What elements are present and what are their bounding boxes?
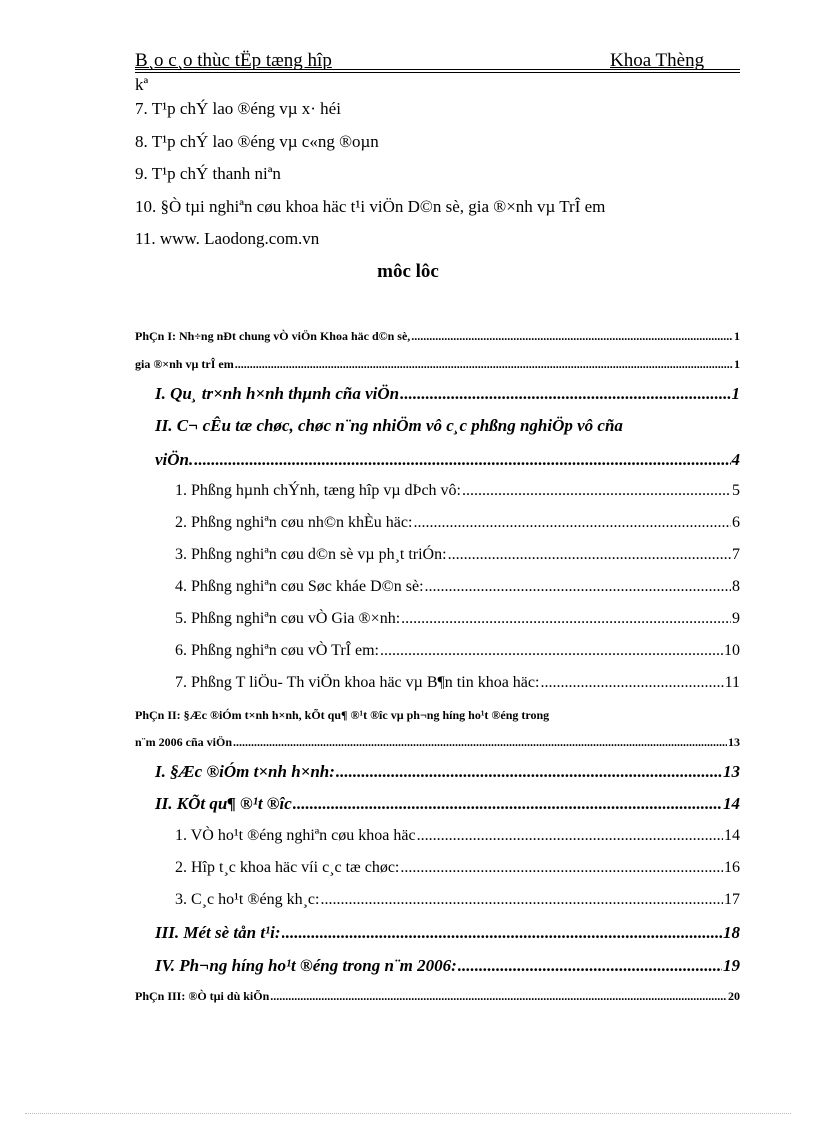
toc-entry-text: viÖn. xyxy=(155,450,194,469)
toc-leader xyxy=(235,357,733,372)
toc-leader xyxy=(282,923,722,943)
toc-leader xyxy=(425,578,731,596)
toc-entry-text: 3. Phßng nghiªn cøu d©n sè vµ ph¸t triÓn: xyxy=(175,546,447,563)
toc-leader xyxy=(458,956,722,976)
toc-entry-text: 6. Phßng nghiªn cøu vÒ TrÎ em: xyxy=(175,642,379,659)
toc-title: môc lôc xyxy=(377,261,439,282)
toc-entry-page: 6 xyxy=(732,514,740,531)
toc-entry-page: 1 xyxy=(731,384,740,403)
toc-leader xyxy=(320,891,723,909)
toc-leader xyxy=(448,546,731,564)
toc-leader xyxy=(270,989,727,1004)
toc-entry-text: IV. Ph¬ng híng ho¹t ®éng trong n¨m 2006: xyxy=(155,956,457,975)
toc-entry-section xyxy=(155,923,740,943)
toc-entry-page: 20 xyxy=(728,989,740,1003)
toc-entry-page: 14 xyxy=(723,794,740,813)
toc-entry-part-2b xyxy=(135,735,740,750)
toc-entry-subsection xyxy=(175,514,740,532)
toc-entry-page: 18 xyxy=(723,923,740,942)
toc-entry-text: I. §Æc ®iÓm t×nh h×nh: xyxy=(155,762,335,781)
header-rule-double xyxy=(135,72,740,73)
header-rule xyxy=(135,69,740,70)
toc-leader xyxy=(336,762,722,782)
toc-entry-page: 13 xyxy=(723,762,740,781)
toc-entry-page: 14 xyxy=(724,827,740,844)
toc-leader xyxy=(233,735,727,750)
toc-entry-page: 8 xyxy=(732,578,740,595)
toc-entry-page: 13 xyxy=(728,735,740,749)
toc-entry-text: II. KÕt qu¶ ®¹t ®îc xyxy=(155,794,292,813)
page-header xyxy=(135,50,740,74)
toc-entry-text: PhÇn I: Nh÷ng nÐt chung vÒ viÖn Khoa häc d©n sè, xyxy=(135,329,411,343)
toc-entry-text: 5. Phßng nghiªn cøu vÒ Gia ®×nh: xyxy=(175,610,401,627)
toc-entry-text: 4. Phßng nghiªn cøu Søc kháe D©n sè: xyxy=(175,578,424,595)
toc-entry-subsection xyxy=(175,674,740,692)
toc-entry-page: 1 xyxy=(734,357,740,371)
toc-entry-text: 1. VÒ ho¹t ®éng nghiªn cøu khoa häc xyxy=(175,827,416,844)
toc-entry-section xyxy=(155,956,740,976)
reference-item: 7. T¹p chÝ lao ®éng vµ x· héi xyxy=(135,99,341,118)
toc-entry-page: 10 xyxy=(724,642,740,659)
page-bottom-divider xyxy=(25,1113,791,1114)
toc-entry-text: 7. Phßng T liÖu- Th viÖn khoa häc vµ B¶n tin khoa häc: xyxy=(175,674,540,691)
toc-leader xyxy=(462,482,731,500)
toc-entry-text: n¨m 2006 cña viÖn xyxy=(135,735,233,749)
toc-entry-text: 2. Hîp t¸c khoa häc víi c¸c tæ chøc: xyxy=(175,859,400,876)
toc-entry-subsection xyxy=(175,546,740,564)
header-report-title: B¸o c¸o thùc tËp tæng hîp xyxy=(135,50,332,71)
header-continuation: kª xyxy=(135,75,149,94)
toc-leader xyxy=(413,514,731,532)
toc-entry-page: 9 xyxy=(732,610,740,627)
toc-entry-subsection xyxy=(175,578,740,596)
toc-entry-subsection xyxy=(175,827,740,845)
toc-entry-page: 7 xyxy=(732,546,740,563)
reference-item: 8. T¹p chÝ lao ®éng vµ c«ng ®oµn xyxy=(135,131,379,151)
toc-leader xyxy=(293,794,722,814)
toc-entry-text: 3. C¸c ho¹t ®éng kh¸c: xyxy=(175,891,320,908)
toc-entry-page: 19 xyxy=(723,956,740,975)
toc-entry-part-2a xyxy=(135,708,740,723)
toc-entry-text: 2. Phßng nghiªn cøu nh©n khÈu häc: xyxy=(175,514,413,531)
toc-entry-part-1a xyxy=(135,329,740,344)
toc-entry-text: 1. Phßng hµnh chÝnh, tæng hîp vµ dÞch vô: xyxy=(175,482,461,499)
toc-entry-section xyxy=(155,416,740,436)
toc-entry-subsection xyxy=(175,642,740,660)
toc-leader xyxy=(400,384,730,404)
toc-entry-text: PhÇn II: §Æc ®iÓm t×nh h×nh, kÕt qu¶ ®¹t ®îc vµ ph¬ng híng ho¹t ®éng trong xyxy=(135,708,550,722)
toc-entry-subsection xyxy=(175,610,740,628)
toc-entry-text: I. Qu¸ tr×nh h×nh thµnh cña viÖn xyxy=(155,384,400,403)
reference-item: 11. www. Laodong.com.vn xyxy=(135,229,320,248)
toc-entry-subsection xyxy=(175,891,740,909)
toc-entry-part-3 xyxy=(135,989,740,1004)
toc-entry-subsection xyxy=(175,482,740,500)
toc-leader xyxy=(194,450,730,470)
toc-entry-section xyxy=(155,794,740,814)
toc-leader xyxy=(540,674,723,692)
toc-entry-page: 17 xyxy=(724,891,740,908)
toc-entry-page: 16 xyxy=(724,859,740,876)
toc-entry-text: III. Mét sè tån t¹i: xyxy=(155,923,281,942)
reference-list xyxy=(135,97,605,260)
toc-entry-text: II. C¬ cÊu tæ chøc, chøc n¨ng nhiÖm vô c¸c phßng nghiÖp vô cña xyxy=(155,416,623,435)
toc-entry-page: 5 xyxy=(732,482,740,499)
reference-item: 9. T¹p chÝ thanh niªn xyxy=(135,164,281,183)
toc-entry-text: gia ®×nh vµ trÎ em xyxy=(135,357,234,371)
toc-entry-section xyxy=(155,384,740,404)
toc-leader xyxy=(400,859,723,877)
toc-leader xyxy=(411,329,733,344)
toc-entry-part-1b xyxy=(135,357,740,372)
toc-entry-subsection xyxy=(175,859,740,877)
toc-leader xyxy=(380,642,723,660)
toc-entry-text: PhÇn III: ®Ò tµi dù kiÕn xyxy=(135,989,270,1003)
toc-leader xyxy=(417,827,723,845)
toc-entry-section-cont xyxy=(155,450,740,470)
toc-entry-page: 4 xyxy=(731,450,740,469)
reference-item: 10. §Ò tµi nghiªn cøu khoa häc t¹i viÖn D©n sè, gia ®×nh vµ TrÎ em xyxy=(135,196,606,216)
toc-entry-page: 1 xyxy=(734,329,740,343)
header-department: Khoa Thèng xyxy=(610,50,705,71)
toc-entry-page: 11 xyxy=(724,674,740,691)
toc-entry-section xyxy=(155,762,740,782)
toc-leader xyxy=(401,610,731,628)
